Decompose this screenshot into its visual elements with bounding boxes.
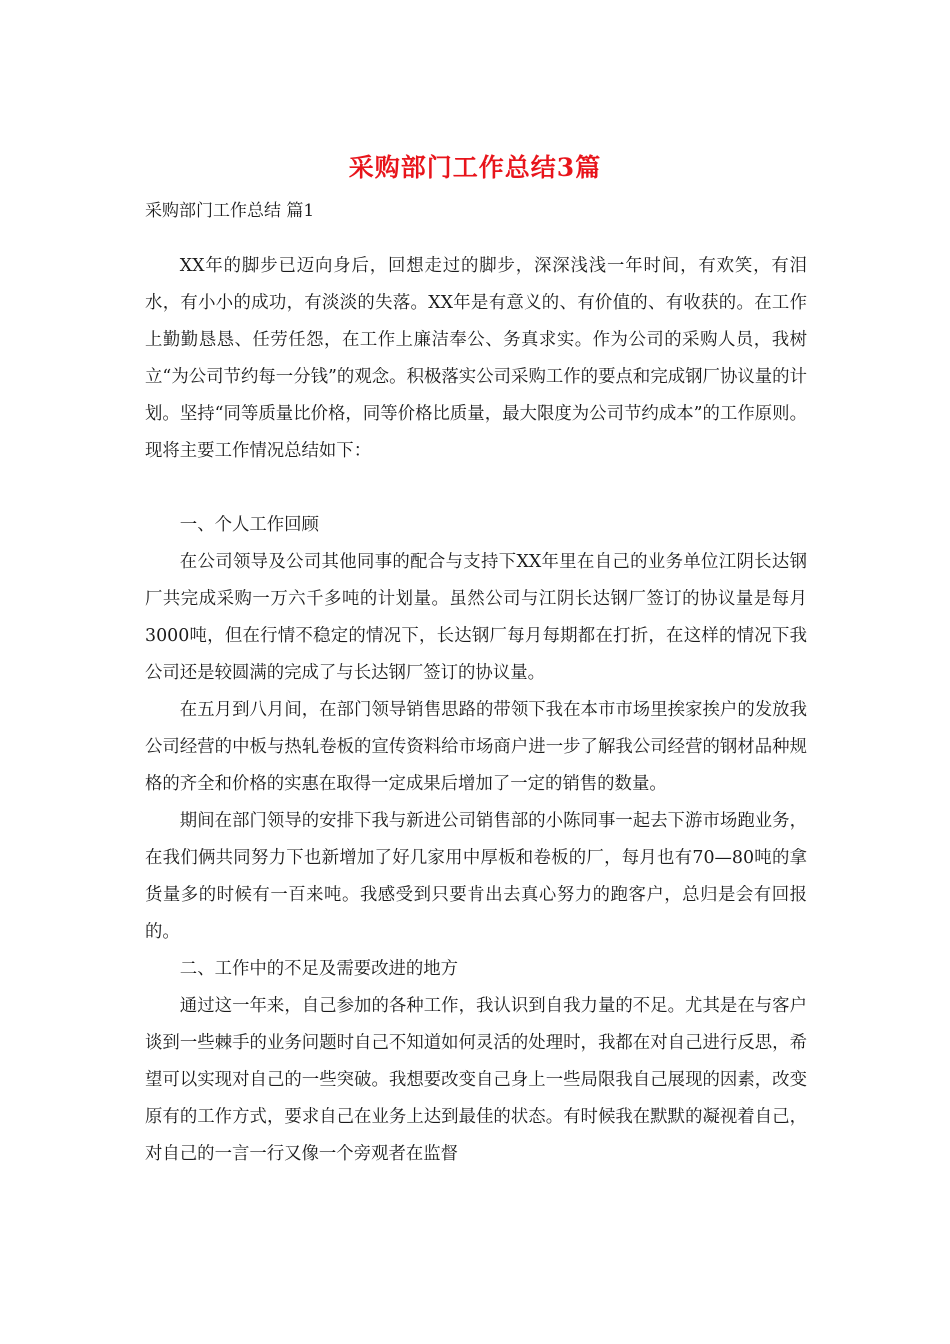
document-subtitle: 采购部门工作总结 篇1 bbox=[145, 201, 315, 221]
document-body bbox=[145, 248, 807, 1173]
intro-paragraph: XX年的脚步已迈向身后，回想走过的脚步，深深浅浅一年时间，有欢笑，有泪水，有小小的成功，有淡淡的失落。XX年是有意义的、有价值的、有收获的。在工作上勤勤恳恳、任劳任怨，在工作上廉洁奉公、务真求实。作为公司的采购人员，我树立“为公司节约每一分钱”的观念。积极落实公司采购工作的要点和完成钢厂协议量的计划。坚持“同等质量比价格，同等价格比质量，最大限度为公司节约成本”的工作原则。现将主要工作情况总结如下： bbox=[145, 256, 807, 461]
section1-paragraph: 在五月到八月间，在部门领导销售思路的带领下我在本市市场里挨家挨户的发放我公司经营的中板与热轧卷板的宣传资料给市场商户进一步了解我公司经营的钢材品种规格的齐全和价格的实惠在取得一定成果后增加了一定的销售的数量。 bbox=[145, 700, 807, 794]
section-heading-personal-review: 一、个人工作回顾 bbox=[179, 515, 319, 535]
paragraph-spacer bbox=[145, 470, 807, 507]
section-heading-shortcomings: 二、工作中的不足及需要改进的地方 bbox=[179, 959, 459, 979]
document-title: 采购部门工作总结3篇 bbox=[348, 153, 602, 182]
section1-paragraph: 期间在部门领导的安排下我与新进公司销售部的小陈同事一起去下游市场跑业务，在我们俩共同努力下也新增加了好几家用中厚板和卷板的厂，每月也有70—80吨的拿货量多的时候有一百来吨。我感受到只要肯出去真心努力的跑客户，总归是会有回报的。 bbox=[145, 811, 807, 942]
section2-paragraph: 通过这一年来，自己参加的各种工作，我认识到自我力量的不足。尤其是在与客户谈到一些棘手的业务问题时自己不知道如何灵活的处理时，我都在对自己进行反思，希望可以实现对自己的一些突破。我想要改变自己身上一些局限我自己展现的因素，改变原有的工作方式，要求自己在业务上达到最佳的状态。有时候我在默默的凝视着自己，对自己的一言一行又像一个旁观者在监督 bbox=[145, 996, 807, 1164]
section1-paragraph: 在公司领导及公司其他同事的配合与支持下XX年里在自己的业务单位江阴长达钢厂共完成采购一万六千多吨的计划量。虽然公司与江阴长达钢厂签订的协议量是每月3000吨，但在行情不稳定的情况下，长达钢厂每月每期都在打折，在这样的情况下我公司还是较圆满的完成了与长达钢厂签订的协议量。 bbox=[145, 552, 807, 683]
